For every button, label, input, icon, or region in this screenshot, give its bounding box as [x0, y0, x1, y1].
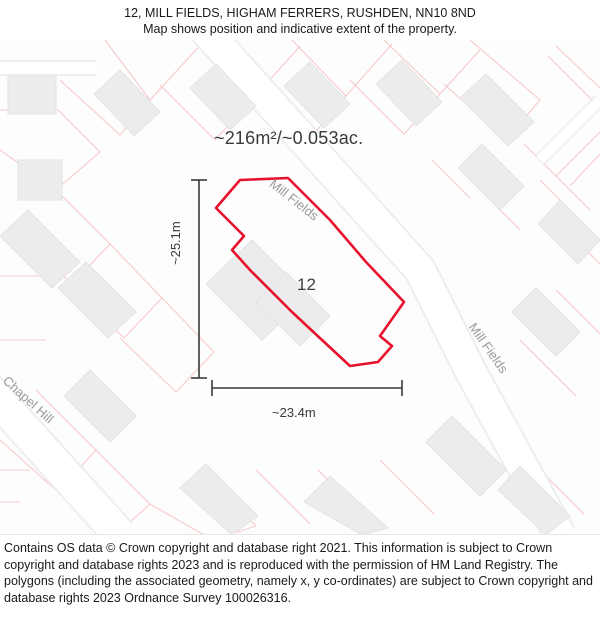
page-subtitle: Map shows position and indicative extent of the property. — [143, 22, 457, 36]
street-label-chapel-hill: Chapel Hill — [0, 373, 57, 427]
copyright-text: Contains OS data © Crown copyright and database right 2021. This information is subject to Crown copyright and database rights 2023 and is reproduced with the permission of HM Land Registry. The polygons (including the associated geometry, namely x, y co-ordinates) are subject to Crown copyright and database rights 2023 Ordnance Survey 100026316. — [4, 541, 593, 605]
street-label-mill-fields-lower: Mill Fields — [465, 320, 512, 376]
street-label-mill-fields-upper: Mill Fields — [266, 176, 322, 224]
copyright-footer — [0, 535, 600, 625]
dimension-vertical-label: ~25.1m — [168, 221, 183, 265]
plot-area-label: ~216m²/~0.053ac. — [214, 128, 364, 148]
map-canvas[interactable] — [0, 40, 600, 535]
page-header — [0, 0, 600, 40]
dimension-horizontal-label: ~23.4m — [272, 405, 316, 420]
plot-number-label: 12 — [297, 275, 316, 294]
page-title: 12, MILL FIELDS, HIGHAM FERRERS, RUSHDEN, NN10 8ND — [124, 6, 476, 20]
